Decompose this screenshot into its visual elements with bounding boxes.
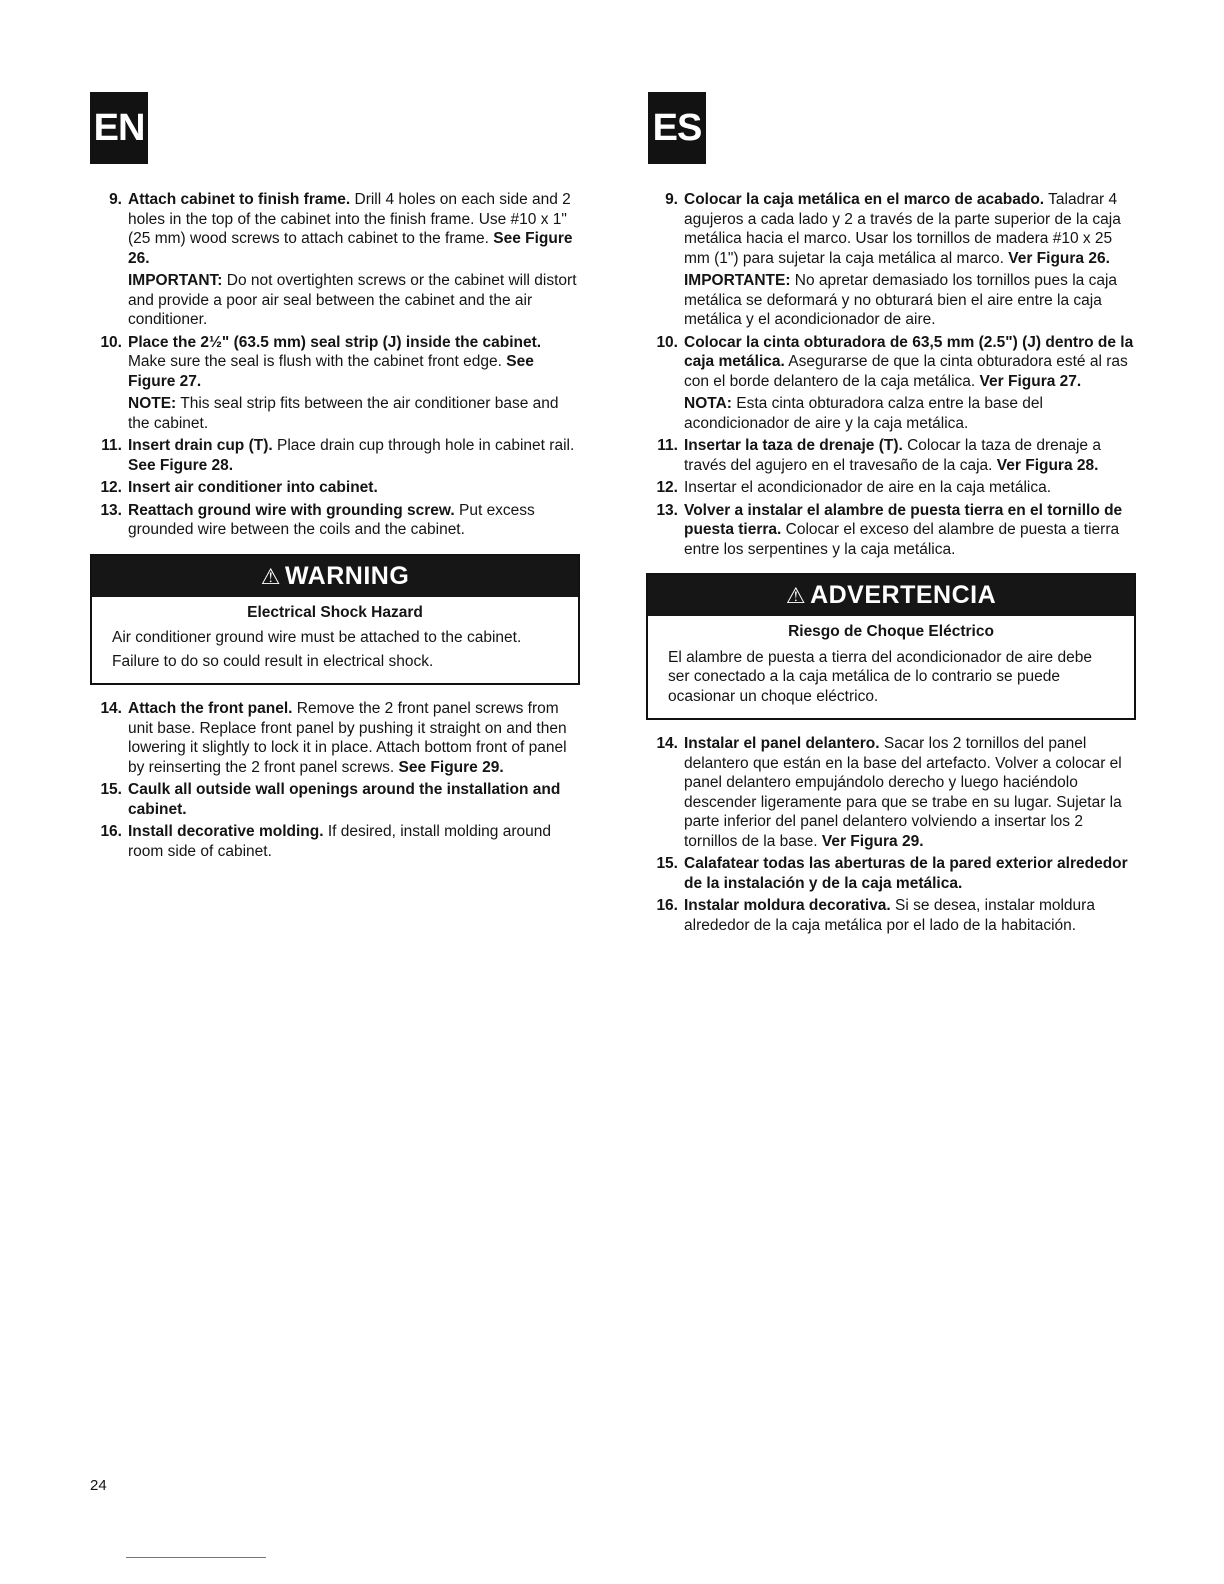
step-body: Put excess grounded wire between the coils and the cabinet. xyxy=(128,501,535,538)
note-label: NOTA: xyxy=(684,395,732,412)
step-number: 15. xyxy=(656,855,678,872)
warning-box xyxy=(90,554,580,686)
step-item xyxy=(90,501,580,540)
step-title: Place the 2½" (63.5 mm) seal strip (J) inside the cabinet. xyxy=(128,333,542,351)
step-note xyxy=(128,394,580,433)
figure-reference: See Figure 26. xyxy=(128,230,573,267)
step-title: Insert drain cup (T). xyxy=(128,437,273,454)
step-title: Insertar la taza de drenaje (T). xyxy=(684,437,903,454)
step-title: Instalar el panel delantero. xyxy=(684,735,880,752)
hazard-subtitle: Electrical Shock Hazard xyxy=(247,603,423,621)
step-text xyxy=(128,333,580,392)
step-number: 13. xyxy=(100,501,122,519)
instruction-list xyxy=(646,734,1136,935)
step-text xyxy=(128,478,580,498)
page-number: 24 xyxy=(90,1477,107,1494)
warning-triangle-icon: ⚠ xyxy=(785,583,807,608)
step-body: If desired, install molding around room side of cabinet. xyxy=(128,823,551,860)
step-body: Drill 4 holes on each side and 2 holes in the top of the cabinet into the finish frame. Use #10 x 1" (25 mm) wood screws to attach cabinet to the frame. xyxy=(128,191,571,247)
step-body: Colocar la taza de drenaje a través del agujero en el travesaño de la caja. xyxy=(684,437,1101,474)
language-badge-es: ES xyxy=(648,92,706,164)
warning-title: WARNING xyxy=(284,561,410,590)
english-column xyxy=(90,190,580,864)
step-title: Attach cabinet to finish frame. xyxy=(128,191,351,208)
step-text xyxy=(684,501,1136,560)
footer-rule xyxy=(126,1557,266,1558)
warning-body xyxy=(92,628,578,683)
step-item xyxy=(646,333,1136,434)
warning-text: Air conditioner ground wire must be attached to the cabinet. xyxy=(112,629,522,646)
step-title: Attach the front panel. xyxy=(128,700,293,717)
step-title: Colocar la caja metálica en el marco de acabado. xyxy=(684,191,1045,208)
step-body: Place drain cup through hole in cabinet rail. xyxy=(272,437,575,454)
warning-text: Failure to do so could result in electrical shock. xyxy=(112,652,434,670)
step-title: Calafatear todas las aberturas de la pared exterior alrededor de la instalación y de la caja metálica. xyxy=(684,855,1128,892)
step-number: 9. xyxy=(109,191,122,208)
note-text: Esta cinta obturadora calza entre la base del acondicionador de aire y la caja metálica. xyxy=(684,395,1043,432)
step-number: 10. xyxy=(100,333,122,351)
step-text xyxy=(684,190,1136,268)
figure-reference: Ver Figura 27. xyxy=(979,372,1082,390)
step-item xyxy=(90,333,580,434)
figure-reference: Ver Figura 28. xyxy=(996,456,1099,474)
warning-header xyxy=(92,556,578,597)
instruction-list xyxy=(90,190,580,540)
spanish-column xyxy=(646,190,1136,938)
step-text xyxy=(684,333,1136,392)
step-item xyxy=(90,780,580,819)
step-text xyxy=(684,478,1136,498)
step-item xyxy=(646,734,1136,851)
step-item xyxy=(90,478,580,498)
step-item xyxy=(646,436,1136,475)
figure-reference: See Figure 29. xyxy=(398,758,504,776)
warning-triangle-icon: ⚠ xyxy=(260,563,281,589)
step-text xyxy=(684,854,1136,893)
language-badge-en: EN xyxy=(90,92,148,164)
step-body: Insertar el acondicionador de aire en la caja metálica. xyxy=(684,479,1052,496)
warning-body xyxy=(648,648,1134,719)
step-number: 15. xyxy=(100,781,122,798)
step-title: Instalar moldura decorativa. xyxy=(684,897,891,914)
warning-box xyxy=(646,573,1136,720)
step-item xyxy=(646,190,1136,330)
note-text: Do not overtighten screws or the cabinet will distort and provide a poor air seal between the cabinet and the air conditioner. xyxy=(128,272,577,328)
step-number: 14. xyxy=(656,735,678,752)
step-body: Colocar el exceso del alambre de puesta a tierra entre los serpentines y la caja metálica. xyxy=(684,521,1120,558)
hazard-subtitle: Riesgo de Choque Eléctrico xyxy=(788,623,994,640)
step-number: 11. xyxy=(101,437,122,454)
step-title: Colocar la cinta obturadora de 63,5 mm (2.5") (J) dentro de la caja metálica. xyxy=(684,333,1134,370)
step-title: Volver a instalar el alambre de puesta tierra en el tornillo de puesta tierra. xyxy=(684,501,1123,538)
step-number: 16. xyxy=(656,897,678,914)
step-text xyxy=(128,699,580,777)
instruction-list xyxy=(90,699,580,861)
note-text: This seal strip fits between the air conditioner base and the cabinet. xyxy=(128,395,559,432)
note-label: IMPORTANTE: xyxy=(684,272,791,289)
step-title: Insert air conditioner into cabinet. xyxy=(128,479,378,496)
step-item xyxy=(646,854,1136,893)
warning-text: El alambre de puesta a tierra del acondicionador de aire debe ser conectado a la caja metálica de lo contrario se puede ocasionar un choque eléctrico. xyxy=(668,648,1092,705)
step-body: Taladrar 4 agujeros a cada lado y 2 a través de la parte superior de la caja metálica hacia el marco. Usar los tornillos de madera #10 x 25 mm (1") para sujetar la caja metálica al marco. xyxy=(684,191,1121,267)
warning-title: ADVERTENCIA xyxy=(810,581,997,609)
step-text xyxy=(128,501,580,540)
figure-reference: See Figure 27. xyxy=(128,353,534,390)
step-body: Asegurarse de que la cinta obturadora esté al ras con el borde delantero de la caja metálica. xyxy=(684,353,1128,390)
note-label: NOTE: xyxy=(128,395,177,412)
step-body: Remove the 2 front panel screws from unit base. Replace front panel by pushing it straight on and then lowering it slightly to lock it in place. Attach bottom front of panel by reinserting the 2 front panel screws. xyxy=(128,700,567,776)
step-note xyxy=(128,271,580,330)
step-number: 13. xyxy=(656,501,678,519)
step-title: Caulk all outside wall openings around the installation and cabinet. xyxy=(128,781,561,818)
step-item xyxy=(90,436,580,475)
step-item xyxy=(646,478,1136,498)
step-item xyxy=(646,896,1136,935)
step-number: 16. xyxy=(100,823,122,840)
step-note xyxy=(684,271,1136,330)
step-title: Reattach ground wire with grounding screw. xyxy=(128,501,455,519)
step-item xyxy=(90,699,580,777)
step-item xyxy=(90,190,580,330)
figure-reference: See Figure 28. xyxy=(128,456,234,474)
step-text xyxy=(128,780,580,819)
step-body: Sacar los 2 tornillos del panel delantero que están en la base del artefacto. Volver a colocar el panel delantero empujándolo derecho y luego haciéndolo descender ligeramente para que se trabe en su lugar. Sujetar la parte inferior del panel delantero volviendo a insertar los 2 tornillos de la base. xyxy=(684,735,1122,850)
step-number: 12. xyxy=(656,479,678,496)
step-number: 14. xyxy=(100,700,122,717)
step-text xyxy=(128,190,580,268)
step-text xyxy=(684,734,1136,851)
step-title: Install decorative molding. xyxy=(128,823,324,840)
step-item xyxy=(646,501,1136,560)
note-text: No apretar demasiado los tornillos pues la caja metálica se deformará y no obturará bien el aire entre la caja metálica y el acondicionador de aire. xyxy=(684,272,1118,328)
step-item xyxy=(90,822,580,861)
step-text xyxy=(684,896,1136,935)
step-text xyxy=(128,822,580,861)
note-label: IMPORTANT: xyxy=(128,272,223,289)
step-number: 10. xyxy=(656,333,678,351)
step-text xyxy=(684,436,1136,475)
figure-reference: Ver Figura 26. xyxy=(1008,249,1110,267)
step-number: 12. xyxy=(100,479,122,496)
step-note xyxy=(684,394,1136,433)
step-body: Si se desea, instalar moldura alrededor de la caja metálica por el lado de la habitación. xyxy=(684,897,1095,934)
figure-reference: Ver Figura 29. xyxy=(821,832,924,850)
step-text xyxy=(128,436,580,475)
step-number: 11. xyxy=(657,437,678,454)
warning-header xyxy=(648,575,1134,616)
step-body: Make sure the seal is flush with the cabinet front edge. xyxy=(128,353,507,370)
step-number: 9. xyxy=(665,191,678,208)
instruction-list xyxy=(646,190,1136,559)
